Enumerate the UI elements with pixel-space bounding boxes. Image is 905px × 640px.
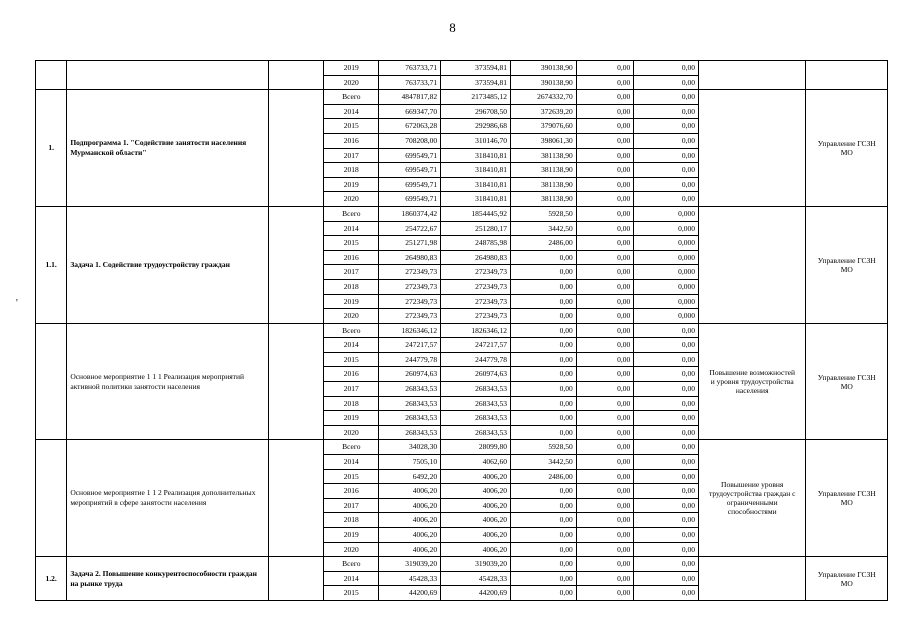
federal-budget-cell: 0,00 <box>511 323 577 338</box>
year-cell: 2018 <box>324 513 379 528</box>
total-cell: 34028,30 <box>379 440 441 455</box>
extrabudget-cell: 0,00 <box>634 455 699 470</box>
expected-result-line: Повышение уровня <box>721 480 784 490</box>
expected-result-cell <box>698 61 806 90</box>
federal-budget-cell: 0,00 <box>511 279 577 294</box>
local-budget-cell: 0,00 <box>576 557 633 572</box>
table-row <box>36 61 888 76</box>
total-cell: 272349,73 <box>379 279 441 294</box>
regional-budget-cell: 44200,69 <box>441 586 511 601</box>
local-budget-cell: 0,00 <box>576 382 633 397</box>
extrabudget-cell: 0,00 <box>634 528 699 543</box>
regional-budget-cell: 260974,63 <box>441 367 511 382</box>
local-budget-cell: 0,00 <box>576 294 633 309</box>
regional-budget-cell: 310146,70 <box>441 133 511 148</box>
regional-budget-cell: 4006,20 <box>441 542 511 557</box>
regional-budget-cell: 318410,81 <box>441 163 511 178</box>
regional-budget-cell: 4006,20 <box>441 528 511 543</box>
year-cell: 2019 <box>324 411 379 426</box>
total-cell: 1860374,42 <box>379 206 441 221</box>
local-budget-cell: 0,00 <box>576 133 633 148</box>
federal-budget-cell: 0,00 <box>511 425 577 440</box>
regional-budget-cell: 4062,60 <box>441 455 511 470</box>
year-cell: 2019 <box>324 177 379 192</box>
regional-budget-cell: 248785,98 <box>441 236 511 251</box>
total-cell: 45428,33 <box>379 571 441 586</box>
table-row <box>36 323 888 338</box>
local-budget-cell: 0,00 <box>576 192 633 207</box>
regional-budget-cell: 373594,81 <box>441 75 511 90</box>
local-budget-cell: 0,00 <box>576 352 633 367</box>
section-blank-cell <box>268 440 323 557</box>
extrabudget-cell: 0,000 <box>634 294 699 309</box>
local-budget-cell: 0,00 <box>576 586 633 601</box>
federal-budget-cell: 0,00 <box>511 571 577 586</box>
extrabudget-cell: 0,00 <box>634 177 699 192</box>
total-cell: 4006,20 <box>379 513 441 528</box>
regional-budget-cell: 28099,80 <box>441 440 511 455</box>
year-cell: 2015 <box>324 586 379 601</box>
executor-line: Управление ГСЗН <box>817 255 876 265</box>
total-cell: 44200,69 <box>379 586 441 601</box>
local-budget-cell: 0,00 <box>576 119 633 134</box>
total-cell: 272349,73 <box>379 309 441 324</box>
regional-budget-cell: 244779,78 <box>441 352 511 367</box>
table-row <box>36 90 888 105</box>
federal-budget-cell: 390138,90 <box>511 61 577 76</box>
total-cell: 268343,53 <box>379 411 441 426</box>
local-budget-cell: 0,00 <box>576 338 633 353</box>
federal-budget-cell: 372639,20 <box>511 104 577 119</box>
regional-budget-cell: 247217,57 <box>441 338 511 353</box>
regional-budget-cell: 4006,20 <box>441 469 511 484</box>
extrabudget-cell: 0,00 <box>634 396 699 411</box>
total-cell: 699549,71 <box>379 177 441 192</box>
year-cell: 2020 <box>324 75 379 90</box>
total-cell: 708208,00 <box>379 133 441 148</box>
section-name-cell: Подпрограмма 1. "Содействие занятости населения Мурманской области" <box>67 90 269 207</box>
total-cell: 6492,20 <box>379 469 441 484</box>
extrabudget-cell: 0,00 <box>634 61 699 76</box>
federal-budget-cell: 0,00 <box>511 586 577 601</box>
year-cell: Всего <box>324 90 379 105</box>
year-cell: 2014 <box>324 455 379 470</box>
year-cell: 2020 <box>324 425 379 440</box>
section-name-cell: Задача 2. Повышение конкурентоспособности граждан на рынке труда <box>67 557 269 601</box>
regional-budget-cell: 296708,50 <box>441 104 511 119</box>
section-blank-cell <box>268 206 323 323</box>
regional-budget-cell: 268343,53 <box>441 411 511 426</box>
year-cell: 2016 <box>324 367 379 382</box>
executor-cell <box>806 557 888 601</box>
local-budget-cell: 0,00 <box>576 455 633 470</box>
section-code-cell: 1.1. <box>36 206 67 323</box>
stray-mark: ' <box>16 298 18 309</box>
total-cell: 1826346,12 <box>379 323 441 338</box>
total-cell: 268343,53 <box>379 396 441 411</box>
year-cell: 2017 <box>324 148 379 163</box>
total-cell: 4006,20 <box>379 484 441 499</box>
federal-budget-cell: 0,00 <box>511 396 577 411</box>
total-cell: 763733,71 <box>379 75 441 90</box>
table-row <box>36 206 888 221</box>
extrabudget-cell: 0,00 <box>634 323 699 338</box>
regional-budget-cell: 268343,53 <box>441 425 511 440</box>
total-cell: 4006,20 <box>379 498 441 513</box>
extrabudget-cell: 0,00 <box>634 163 699 178</box>
regional-budget-cell: 4006,20 <box>441 513 511 528</box>
page-number: 8 <box>449 20 456 35</box>
total-cell: 254722,67 <box>379 221 441 236</box>
year-cell: 2016 <box>324 133 379 148</box>
regional-budget-cell: 1826346,12 <box>441 323 511 338</box>
extrabudget-cell: 0,00 <box>634 571 699 586</box>
local-budget-cell: 0,00 <box>576 279 633 294</box>
section-blank-cell <box>268 61 323 90</box>
regional-budget-cell: 272349,73 <box>441 294 511 309</box>
extrabudget-cell: 0,000 <box>634 265 699 280</box>
year-cell: 2015 <box>324 119 379 134</box>
year-cell: 2018 <box>324 396 379 411</box>
federal-budget-cell: 381138,90 <box>511 177 577 192</box>
extrabudget-cell: 0,00 <box>634 382 699 397</box>
local-budget-cell: 0,00 <box>576 484 633 499</box>
expected-result-line: трудоустройства граждан с <box>708 489 796 499</box>
federal-budget-cell: 0,00 <box>511 338 577 353</box>
total-cell: 319039,20 <box>379 557 441 572</box>
federal-budget-cell: 0,00 <box>511 557 577 572</box>
executor-cell <box>806 90 888 207</box>
regional-budget-cell: 2173485,12 <box>441 90 511 105</box>
federal-budget-cell: 381138,90 <box>511 192 577 207</box>
year-cell: 2015 <box>324 352 379 367</box>
total-cell: 699549,71 <box>379 148 441 163</box>
regional-budget-cell: 292986,68 <box>441 119 511 134</box>
section-name-cell: Задача 1. Содействие трудоустройству граждан <box>67 206 269 323</box>
local-budget-cell: 0,00 <box>576 411 633 426</box>
extrabudget-cell: 0,00 <box>634 75 699 90</box>
total-cell: 260974,63 <box>379 367 441 382</box>
local-budget-cell: 0,00 <box>576 469 633 484</box>
year-cell: 2014 <box>324 571 379 586</box>
year-cell: Всего <box>324 323 379 338</box>
federal-budget-cell: 0,00 <box>511 411 577 426</box>
expected-result-line: и уровня трудоустройства <box>710 377 794 387</box>
federal-budget-cell: 0,00 <box>511 484 577 499</box>
local-budget-cell: 0,00 <box>576 90 633 105</box>
extrabudget-cell: 0,00 <box>634 469 699 484</box>
year-cell: 2018 <box>324 163 379 178</box>
regional-budget-cell: 272349,73 <box>441 265 511 280</box>
year-cell: 2014 <box>324 104 379 119</box>
regional-budget-cell: 251280,17 <box>441 221 511 236</box>
federal-budget-cell: 0,00 <box>511 309 577 324</box>
section-name-cell: Основное мероприятие 1 1 1 Реализация мероприятий активной политики занятости населения <box>67 323 269 440</box>
total-cell: 268343,53 <box>379 382 441 397</box>
regional-budget-cell: 1854445,92 <box>441 206 511 221</box>
year-cell: 2019 <box>324 528 379 543</box>
extrabudget-cell: 0,00 <box>634 192 699 207</box>
regional-budget-cell: 373594,81 <box>441 61 511 76</box>
regional-budget-cell: 318410,81 <box>441 177 511 192</box>
year-cell: 2019 <box>324 61 379 76</box>
total-cell: 4847817,82 <box>379 90 441 105</box>
section-code-cell: 1. <box>36 90 67 207</box>
year-cell: 2017 <box>324 498 379 513</box>
year-cell: 2016 <box>324 250 379 265</box>
total-cell: 272349,73 <box>379 294 441 309</box>
total-cell: 264980,83 <box>379 250 441 265</box>
year-cell: Всего <box>324 440 379 455</box>
extrabudget-cell: 0,00 <box>634 148 699 163</box>
executor-line: Управление ГСЗН <box>817 139 876 149</box>
expected-result-line: Повышение возможностей <box>709 368 795 378</box>
federal-budget-cell: 0,00 <box>511 294 577 309</box>
year-cell: 2016 <box>324 484 379 499</box>
executor-cell <box>806 440 888 557</box>
local-budget-cell: 0,00 <box>576 367 633 382</box>
federal-budget-cell: 0,00 <box>511 352 577 367</box>
year-cell: 2020 <box>324 542 379 557</box>
extrabudget-cell: 0,000 <box>634 279 699 294</box>
local-budget-cell: 0,00 <box>576 177 633 192</box>
federal-budget-cell: 0,00 <box>511 542 577 557</box>
year-cell: 2020 <box>324 192 379 207</box>
executor-line: Управление ГСЗН <box>817 489 876 499</box>
local-budget-cell: 0,00 <box>576 571 633 586</box>
executor-line: МО <box>840 498 853 508</box>
local-budget-cell: 0,00 <box>576 221 633 236</box>
extrabudget-cell: 0,000 <box>634 221 699 236</box>
federal-budget-cell: 381138,90 <box>511 148 577 163</box>
federal-budget-cell: 0,00 <box>511 250 577 265</box>
extrabudget-cell: 0,00 <box>634 119 699 134</box>
year-cell: 2017 <box>324 265 379 280</box>
expected-result-cell <box>698 323 806 440</box>
federal-budget-cell: 0,00 <box>511 367 577 382</box>
executor-line: Управление ГСЗН <box>817 372 876 382</box>
extrabudget-cell: 0,00 <box>634 352 699 367</box>
executor-cell <box>806 61 888 90</box>
regional-budget-cell: 4006,20 <box>441 498 511 513</box>
local-budget-cell: 0,00 <box>576 513 633 528</box>
extrabudget-cell: 0,000 <box>634 309 699 324</box>
total-cell: 4006,20 <box>379 542 441 557</box>
extrabudget-cell: 0,00 <box>634 542 699 557</box>
executor-line: МО <box>840 148 853 158</box>
local-budget-cell: 0,00 <box>576 250 633 265</box>
extrabudget-cell: 0,000 <box>634 250 699 265</box>
total-cell: 669347,70 <box>379 104 441 119</box>
budget-table <box>35 60 888 601</box>
federal-budget-cell: 3442,50 <box>511 221 577 236</box>
extrabudget-cell: 0,00 <box>634 440 699 455</box>
section-blank-cell <box>268 323 323 440</box>
expected-result-line: населения <box>735 386 769 396</box>
federal-budget-cell: 0,00 <box>511 513 577 528</box>
regional-budget-cell: 268343,53 <box>441 382 511 397</box>
extrabudget-cell: 0,00 <box>634 338 699 353</box>
total-cell: 672063,28 <box>379 119 441 134</box>
total-cell: 699549,71 <box>379 192 441 207</box>
regional-budget-cell: 268343,53 <box>441 396 511 411</box>
section-code-cell <box>36 61 67 90</box>
executor-cell <box>806 323 888 440</box>
extrabudget-cell: 0,00 <box>634 513 699 528</box>
year-cell: 2014 <box>324 338 379 353</box>
local-budget-cell: 0,00 <box>576 396 633 411</box>
expected-result-cell <box>698 206 806 323</box>
local-budget-cell: 0,00 <box>576 75 633 90</box>
total-cell: 763733,71 <box>379 61 441 76</box>
federal-budget-cell: 398061,30 <box>511 133 577 148</box>
local-budget-cell: 0,00 <box>576 61 633 76</box>
section-code-cell: 1.2. <box>36 557 67 601</box>
federal-budget-cell: 3442,50 <box>511 455 577 470</box>
extrabudget-cell: 0,00 <box>634 557 699 572</box>
federal-budget-cell: 0,00 <box>511 498 577 513</box>
extrabudget-cell: 0,00 <box>634 104 699 119</box>
regional-budget-cell: 45428,33 <box>441 571 511 586</box>
year-cell: Всего <box>324 557 379 572</box>
regional-budget-cell: 319039,20 <box>441 557 511 572</box>
local-budget-cell: 0,00 <box>576 148 633 163</box>
total-cell: 699549,71 <box>379 163 441 178</box>
year-cell: 2019 <box>324 294 379 309</box>
local-budget-cell: 0,00 <box>576 542 633 557</box>
extrabudget-cell: 0,00 <box>634 90 699 105</box>
federal-budget-cell: 0,00 <box>511 265 577 280</box>
total-cell: 7505,10 <box>379 455 441 470</box>
federal-budget-cell: 390138,90 <box>511 75 577 90</box>
extrabudget-cell: 0,00 <box>634 133 699 148</box>
table-row <box>36 557 888 572</box>
section-name-cell: Основное мероприятие 1 1 2 Реализация дополнительных мероприятий в сфере занятости населения <box>67 440 269 557</box>
year-cell: 2018 <box>324 279 379 294</box>
extrabudget-cell: 0,000 <box>634 206 699 221</box>
executor-line: МО <box>840 264 853 274</box>
extrabudget-cell: 0,00 <box>634 498 699 513</box>
expected-result-cell <box>698 440 806 557</box>
executor-line: Управление ГСЗН <box>817 569 876 579</box>
federal-budget-cell: 381138,90 <box>511 163 577 178</box>
executor-line: МО <box>840 578 853 588</box>
extrabudget-cell: 0,00 <box>634 586 699 601</box>
expected-result-line: способностями <box>727 507 777 517</box>
local-budget-cell: 0,00 <box>576 440 633 455</box>
table-body <box>36 61 888 601</box>
local-budget-cell: 0,00 <box>576 236 633 251</box>
regional-budget-cell: 318410,81 <box>441 148 511 163</box>
local-budget-cell: 0,00 <box>576 104 633 119</box>
federal-budget-cell: 379076,60 <box>511 119 577 134</box>
federal-budget-cell: 2486,00 <box>511 236 577 251</box>
year-cell: 2015 <box>324 236 379 251</box>
total-cell: 244779,78 <box>379 352 441 367</box>
year-cell: 2017 <box>324 382 379 397</box>
section-name-cell <box>67 61 269 90</box>
table-row <box>36 440 888 455</box>
section-code-cell <box>36 323 67 440</box>
federal-budget-cell: 2486,00 <box>511 469 577 484</box>
local-budget-cell: 0,00 <box>576 206 633 221</box>
regional-budget-cell: 318410,81 <box>441 192 511 207</box>
year-cell: 2014 <box>324 221 379 236</box>
federal-budget-cell: 0,00 <box>511 382 577 397</box>
year-cell: Всего <box>324 206 379 221</box>
local-budget-cell: 0,00 <box>576 265 633 280</box>
executor-line: МО <box>840 381 853 391</box>
section-code-cell <box>36 440 67 557</box>
extrabudget-cell: 0,00 <box>634 411 699 426</box>
year-cell: 2015 <box>324 469 379 484</box>
local-budget-cell: 0,00 <box>576 425 633 440</box>
expected-result-cell <box>698 557 806 601</box>
local-budget-cell: 0,00 <box>576 309 633 324</box>
local-budget-cell: 0,00 <box>576 163 633 178</box>
regional-budget-cell: 264980,83 <box>441 250 511 265</box>
expected-result-cell <box>698 90 806 207</box>
total-cell: 272349,73 <box>379 265 441 280</box>
total-cell: 268343,53 <box>379 425 441 440</box>
year-cell: 2020 <box>324 309 379 324</box>
executor-cell <box>806 206 888 323</box>
section-blank-cell <box>268 90 323 207</box>
regional-budget-cell: 272349,73 <box>441 279 511 294</box>
federal-budget-cell: 2674332,70 <box>511 90 577 105</box>
total-cell: 251271,98 <box>379 236 441 251</box>
regional-budget-cell: 4006,20 <box>441 484 511 499</box>
federal-budget-cell: 5928,50 <box>511 206 577 221</box>
total-cell: 247217,57 <box>379 338 441 353</box>
total-cell: 4006,20 <box>379 528 441 543</box>
extrabudget-cell: 0,00 <box>634 425 699 440</box>
extrabudget-cell: 0,000 <box>634 236 699 251</box>
extrabudget-cell: 0,00 <box>634 367 699 382</box>
federal-budget-cell: 5928,50 <box>511 440 577 455</box>
section-blank-cell <box>268 557 323 601</box>
local-budget-cell: 0,00 <box>576 323 633 338</box>
local-budget-cell: 0,00 <box>576 528 633 543</box>
regional-budget-cell: 272349,73 <box>441 309 511 324</box>
federal-budget-cell: 0,00 <box>511 528 577 543</box>
expected-result-line: ограниченными <box>726 498 778 508</box>
local-budget-cell: 0,00 <box>576 498 633 513</box>
extrabudget-cell: 0,00 <box>634 484 699 499</box>
